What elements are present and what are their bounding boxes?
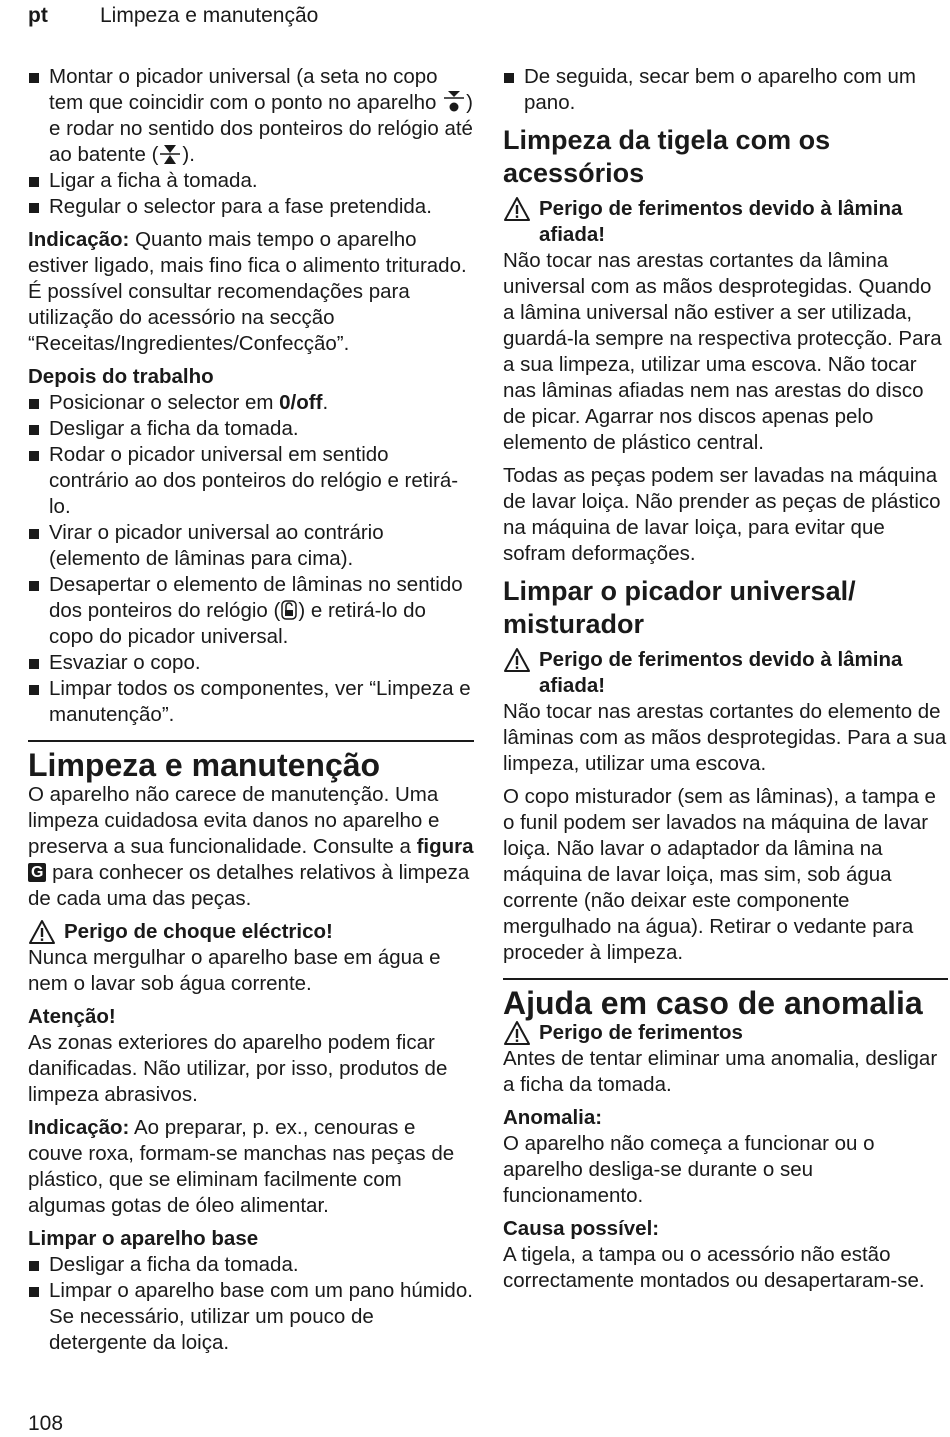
list-item: De seguida, secar bem o aparelho com um pano. [503, 64, 948, 116]
subheading: Limpar o aparelho base [28, 1227, 259, 1250]
figure-badge: G [28, 863, 46, 882]
paragraph: O aparelho não começa a funcionar ou o aparelho desliga-se durante o seu funcionamento. [503, 1132, 875, 1207]
list-item: Virar o picador universal ao contrário (elemento de lâminas para cima). [28, 520, 474, 572]
warning-heading: Perigo de ferimentos [503, 1020, 948, 1046]
paragraph: Todas as peças podem ser lavadas na máquina de lavar loiça. Não prender as peças de plástico na máquina de lavar loiça, para evitar que sofram deformações. [503, 464, 941, 565]
warning-icon [503, 196, 531, 222]
subheading: Causa possível: [503, 1217, 660, 1240]
paragraph: Não tocar nas arestas cortantes da lâmina universal com as mãos desprotegidas. Quando a lâmina universal não estiver a ser utilizada, guardá-la sempre na respectiva protecção. Para a sua limpeza, utilizar uma escova. Não tocar nas lâminas afiadas nem nas arestas do disco de picar. Agarrar nos discos apenas pelo elemento de plástico central. [503, 249, 942, 454]
warning-icon [503, 1020, 531, 1046]
arrow-to-arrow-icon [158, 143, 182, 165]
paragraph: Nunca mergulhar o aparelho base em água e nem o lavar sob água corrente. [28, 946, 441, 995]
list-item: Esvaziar o copo. [28, 650, 474, 676]
paragraph: Antes de tentar eliminar uma anomalia, desligar a ficha da tomada. [503, 1047, 938, 1096]
header-title: Limpeza e manutenção [100, 4, 319, 27]
arrow-to-dot-icon [442, 91, 466, 113]
list-item: Montar o picador universal (a seta no copo tem que coincidir com o ponto no aparelho ) e rodar no sentido dos ponteiros do relógio até ao batente ( ). [28, 64, 474, 168]
warning-icon [503, 647, 531, 673]
paragraph: O copo misturador (sem as lâminas), a tampa e o funil podem ser lavados na máquina de lavar loiça. Não lavar o adaptador da lâmina na máquina de lavar loiça, mas sim, sob água corrente (não deixar este componente mergulhado na água). Retirar o vedante para proceder à limpeza. [503, 785, 936, 964]
language-code: pt [28, 4, 48, 27]
subheading: Anomalia: [503, 1106, 603, 1129]
section-title: Limpeza e manutenção [28, 747, 381, 783]
page-number: 108 [28, 1412, 64, 1435]
section-heading: Limpar o picador universal/ misturador [503, 576, 856, 639]
warning-icon [28, 919, 56, 945]
section-divider [28, 740, 474, 742]
list-item: Limpar todos os componentes, ver “Limpeza e manutenção”. [28, 676, 474, 728]
list-item: Desligar a ficha da tomada. [28, 416, 474, 442]
note-paragraph: Indicação: Ao preparar, p. ex., cenouras e couve roxa, formam-se manchas nas peças de plástico, que se eliminam facilmente com algumas gotas de óleo alimentar. [28, 1116, 455, 1217]
unlock-icon [280, 599, 298, 621]
paragraph: Não tocar nas arestas cortantes do elemento de lâminas com as mãos desprotegidas. Para a sua limpeza, utilizar uma escova. [503, 700, 947, 775]
list-item: Limpar o aparelho base com um pano húmido. Se necessário, utilizar um pouco de detergente da loiça. [28, 1278, 474, 1356]
subheading: Atenção! [28, 1005, 116, 1028]
right-column [503, 64, 948, 1301]
list-item: Posicionar o selector em 0/off. [28, 390, 474, 416]
section-title: Ajuda em caso de anomalia [503, 985, 923, 1021]
list-item: Regular o selector para a fase pretendida. [28, 194, 474, 220]
paragraph: As zonas exteriores do aparelho podem ficar danificadas. Não utilizar, por isso, produtos de limpeza abrasivos. [28, 1031, 448, 1106]
list-item: Desapertar o elemento de lâminas no sentido dos ponteiros do relógio ( ) e retirá-lo do copo do picador universal. [28, 572, 474, 650]
warning-heading: Perigo de ferimentos devido à lâmina afiada! [503, 196, 948, 248]
subheading: Depois do trabalho [28, 365, 214, 388]
section-heading: Limpeza da tigela com os acessórios [503, 125, 831, 188]
note-paragraph: Indicação: Quanto mais tempo o aparelho estiver ligado, mais fino fica o alimento triturado. É possível consultar recomendações para utilização do acessório na secção “Receitas/Ingredientes/Confecção”. [28, 228, 467, 355]
list-item: Ligar a ficha à tomada. [28, 168, 474, 194]
warning-heading: Perigo de ferimentos devido à lâmina afiada! [503, 647, 948, 699]
paragraph: O aparelho não carece de manutenção. Uma limpeza cuidadosa evita danos no aparelho e preserva a sua funcionalidade. Consulte a figura G para conhecer os detalhes relativos à limpeza de cada uma das peças. [28, 783, 474, 910]
list-item: Rodar o picador universal em sentido contrário ao dos ponteiros do relógio e retirá-lo. [28, 442, 474, 520]
paragraph: A tigela, a tampa ou o acessório não estão correctamente montados ou desapertaram-se. [503, 1243, 925, 1292]
section-divider [503, 978, 948, 980]
list-item: Desligar a ficha da tomada. [28, 1252, 474, 1278]
left-column [28, 64, 474, 1356]
page-header [28, 4, 319, 28]
warning-heading: Perigo de choque eléctrico! [28, 919, 474, 945]
